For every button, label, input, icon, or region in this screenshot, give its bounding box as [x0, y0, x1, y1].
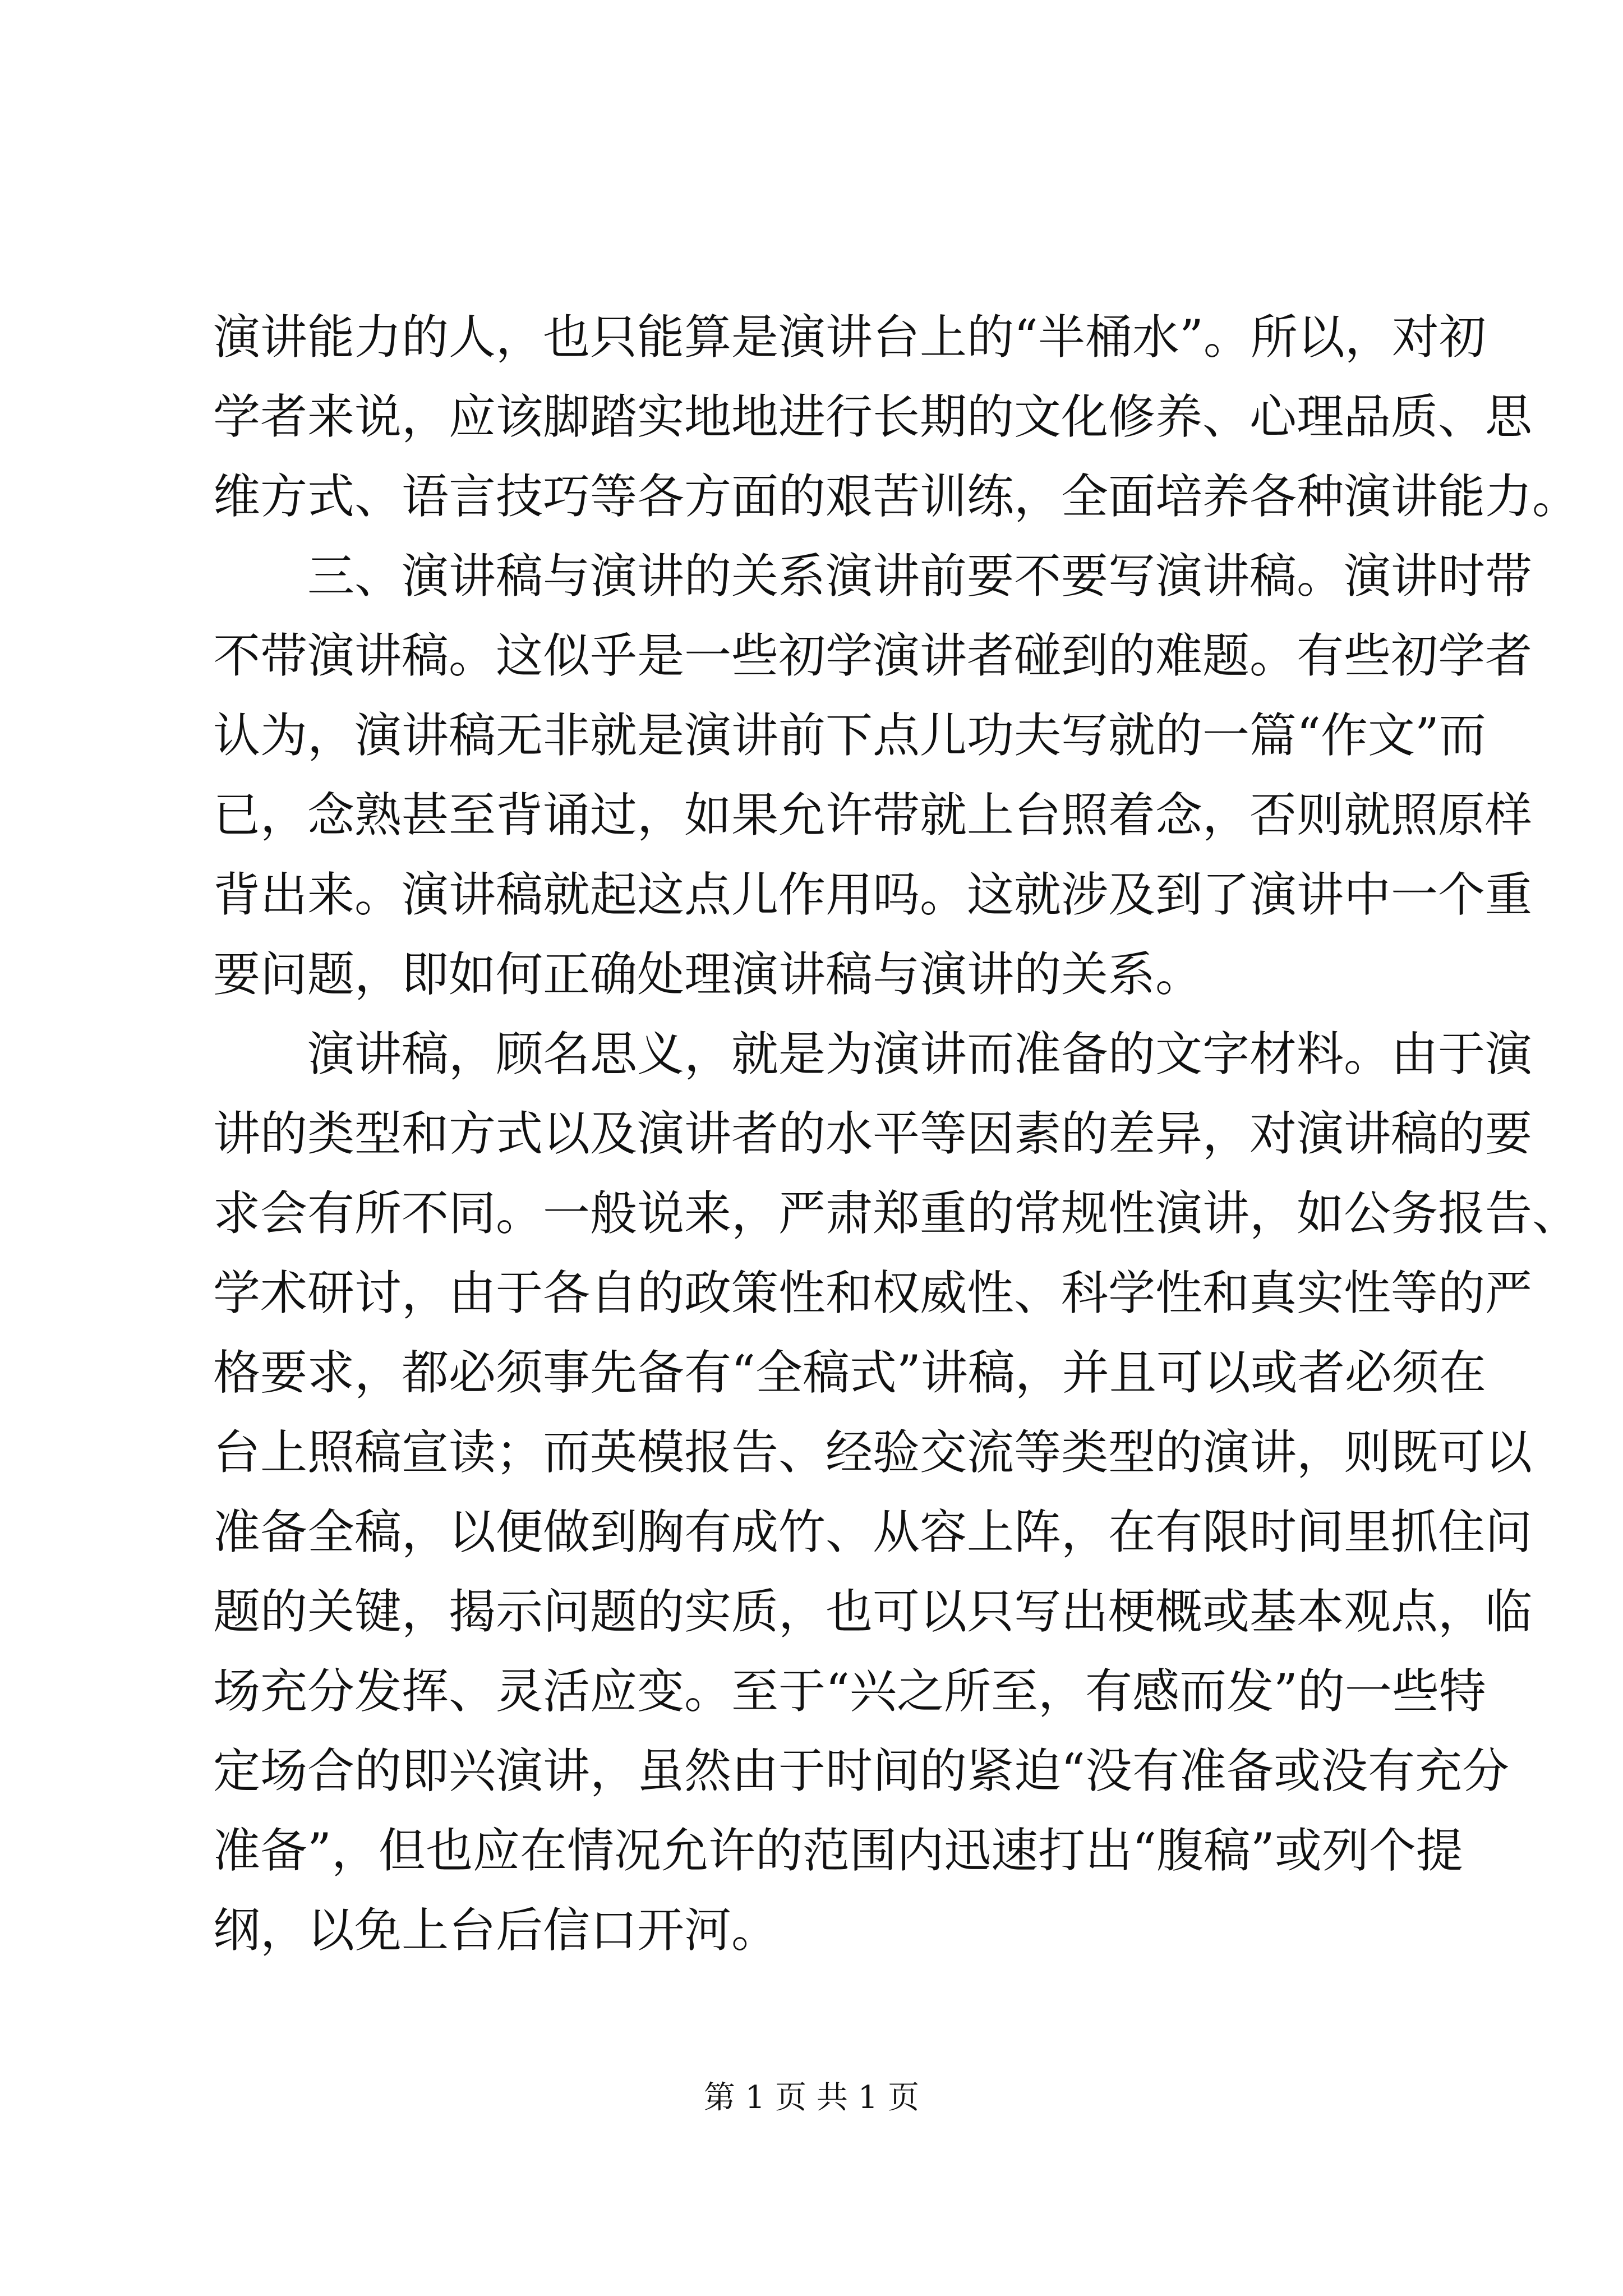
text-line: 学者来说，应该脚踏实地地进行长期的文化修养、心理品质、思 — [213, 389, 1533, 444]
text-line: 要问题，即如何正确处理演讲稿与演讲的关系。 — [213, 947, 1203, 1002]
text-line: 演讲稿，顾名思义，就是为演讲而准备的文字材料。由于演 — [307, 1027, 1533, 1082]
text-line: 演讲能力的人，也只能算是演讲台上的“半桶水”。所以，对初 — [213, 310, 1486, 365]
paragraph-1 — [213, 297, 1580, 536]
paragraph-2 — [213, 536, 1533, 1014]
paragraph-3 — [213, 1014, 1580, 1970]
text-line: 场充分发挥、灵活应变。至于“兴之所至，有感而发”的一些特 — [213, 1664, 1486, 1719]
text-line: 认为，演讲稿无非就是演讲前下点儿功夫写就的一篇“作文”而 — [213, 708, 1486, 763]
text-line: 三、演讲稿与演讲的关系演讲前要不要写演讲稿。演讲时带 — [307, 549, 1533, 604]
text-line: 格要求，都必须事先备有“全稿式”讲稿，并且可以或者必须在 — [213, 1345, 1486, 1400]
text-line: 学术研讨，由于各自的政策性和权威性、科学性和真实性等的严 — [213, 1266, 1533, 1320]
text-line: 准备”，但也应在情况允许的范围内迅速打出“腹稿”或列个提 — [213, 1823, 1463, 1878]
text-line: 维方式、语言技巧等各方面的艰苦训练，全面培养各种演讲能力。 — [213, 469, 1580, 524]
text-line: 台上照稿宣读；而英模报告、经验交流等类型的演讲，则既可以 — [213, 1425, 1533, 1480]
text-line: 定场合的即兴演讲，虽然由于时间的紧迫“没有准备或没有充分 — [213, 1743, 1509, 1798]
text-line: 纲，以免上台后信口开河。 — [213, 1903, 779, 1958]
text-line: 已，念熟甚至背诵过，如果允许带就上台照着念，否则就照原样 — [213, 788, 1533, 843]
document-body — [213, 297, 1580, 1970]
text-line: 不带演讲稿。这似乎是一些初学演讲者碰到的难题。有些初学者 — [213, 628, 1533, 683]
text-line: 讲的类型和方式以及演讲者的水平等因素的差异，对演讲稿的要 — [213, 1106, 1533, 1161]
text-line: 准备全稿，以便做到胸有成竹、从容上阵，在有限时间里抓住问 — [213, 1504, 1533, 1559]
text-line: 求会有所不同。一般说来，严肃郑重的常规性演讲，如公务报告、 — [213, 1186, 1580, 1241]
page-number-label: 第 1 页 共 1 页 — [703, 2079, 920, 2116]
page-footer — [0, 2076, 1623, 2120]
text-line: 题的关键，揭示问题的实质，也可以只写出梗概或基本观点，临 — [213, 1584, 1533, 1639]
text-line: 背出来。演讲稿就起这点儿作用吗。这就涉及到了演讲中一个重 — [213, 867, 1533, 922]
